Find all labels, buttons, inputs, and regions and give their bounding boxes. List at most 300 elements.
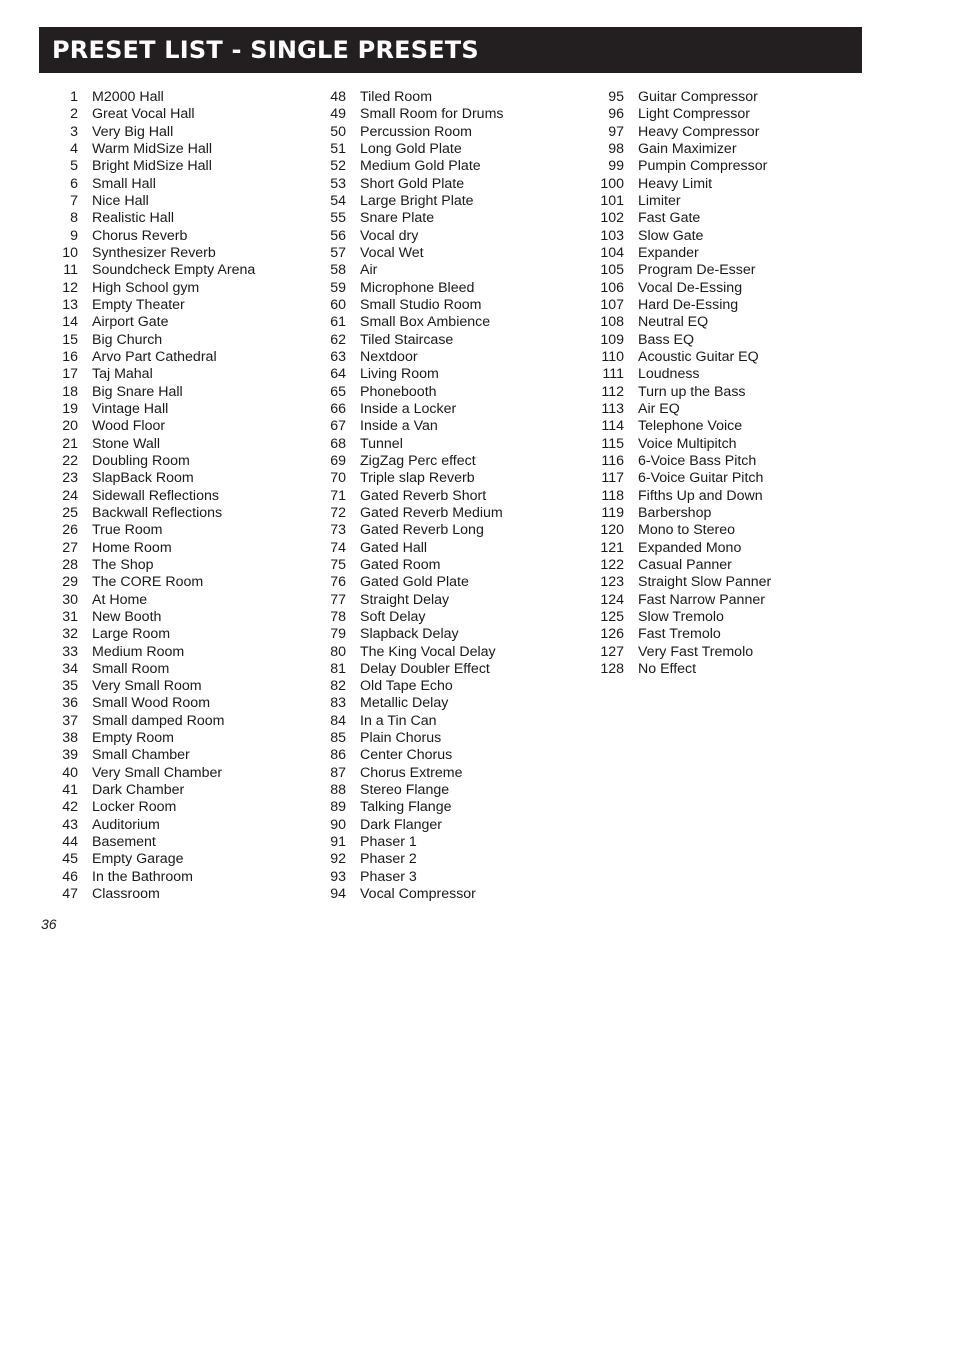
preset-number: 96 [608, 106, 624, 123]
preset-row [308, 262, 503, 279]
preset-row [308, 141, 503, 158]
preset-number: 102 [600, 210, 624, 227]
preset-number: 64 [330, 366, 346, 383]
preset-number: 118 [601, 487, 624, 504]
preset-name: Straight Delay [360, 591, 450, 608]
preset-name: Stereo Flange [360, 782, 450, 799]
preset-name: Big Church [92, 331, 163, 348]
preset-name: High School gym [92, 279, 200, 296]
preset-row [586, 89, 771, 106]
preset-name: Triple slap Reverb [360, 470, 475, 487]
preset-row [308, 713, 503, 730]
preset-number: 23 [62, 470, 78, 487]
preset-number: 81 [330, 660, 346, 677]
preset-name: Phaser 3 [360, 868, 417, 885]
preset-name: Fast Gate [638, 210, 701, 227]
preset-name: Big Snare Hall [92, 383, 183, 400]
preset-number: 116 [601, 452, 624, 469]
preset-name: Wood Floor [92, 418, 166, 435]
preset-number: 54 [330, 192, 346, 209]
preset-row [308, 540, 503, 557]
preset-name: In a Tin Can [360, 712, 437, 729]
preset-row [586, 661, 771, 678]
preset-name: Percussion Room [360, 123, 472, 140]
preset-name: Metallic Delay [360, 695, 449, 712]
preset-number: 33 [62, 643, 78, 660]
preset-name: Expander [638, 244, 699, 261]
preset-name: Long Gold Plate [360, 140, 462, 157]
preset-row [40, 540, 255, 557]
preset-row [308, 384, 503, 401]
preset-number: 18 [62, 383, 78, 400]
preset-row [40, 228, 255, 245]
preset-number: 30 [62, 591, 78, 608]
preset-row [40, 488, 255, 505]
preset-number: 99 [608, 158, 624, 175]
preset-row [40, 747, 255, 764]
preset-number: 76 [330, 574, 346, 591]
preset-row [308, 505, 503, 522]
preset-number: 44 [62, 834, 78, 851]
preset-name: Taj Mahal [92, 366, 153, 383]
preset-row [308, 886, 503, 903]
preset-number: 34 [62, 660, 78, 677]
preset-number: 117 [601, 470, 624, 487]
preset-name: Stone Wall [92, 435, 161, 452]
preset-name: Acoustic Guitar EQ [638, 348, 759, 365]
preset-number: 77 [330, 591, 346, 608]
preset-name: Basement [92, 834, 156, 851]
preset-number: 100 [600, 175, 624, 192]
preset-name: Talking Flange [360, 799, 452, 816]
preset-number: 17 [62, 366, 78, 383]
preset-row [308, 626, 503, 643]
preset-row [308, 522, 503, 539]
preset-row [308, 609, 503, 626]
preset-name: The CORE Room [92, 574, 204, 591]
preset-row [308, 834, 503, 851]
preset-number: 73 [330, 522, 346, 539]
preset-number: 4 [70, 140, 78, 157]
preset-name: New Booth [92, 608, 162, 625]
preset-row [40, 401, 255, 418]
preset-name: Vocal Wet [360, 244, 424, 261]
preset-number: 14 [62, 314, 78, 331]
preset-name: Arvo Part Cathedral [92, 348, 217, 365]
preset-name: At Home [92, 591, 148, 608]
preset-name: Small Hall [92, 175, 156, 192]
preset-row [586, 314, 771, 331]
preset-number: 31 [62, 608, 78, 625]
preset-name: Air [360, 262, 378, 279]
preset-row [40, 158, 255, 175]
preset-number: 25 [62, 504, 78, 521]
preset-row [308, 401, 503, 418]
preset-row [586, 262, 771, 279]
preset-name: Chorus Extreme [360, 764, 463, 781]
preset-name: Great Vocal Hall [92, 106, 195, 123]
preset-name: Telephone Voice [638, 418, 743, 435]
preset-name: Soft Delay [360, 608, 426, 625]
preset-row [40, 470, 255, 487]
preset-number: 89 [330, 799, 346, 816]
preset-row [40, 695, 255, 712]
preset-name: Delay Doubler Effect [360, 660, 490, 677]
preset-number: 72 [330, 504, 346, 521]
preset-name: Straight Slow Panner [638, 574, 772, 591]
preset-name: Bright MidSize Hall [92, 158, 212, 175]
preset-row [586, 193, 771, 210]
preset-name: Old Tape Echo [360, 678, 453, 695]
preset-row [308, 332, 503, 349]
preset-number: 104 [600, 244, 624, 261]
preset-name: Very Big Hall [92, 123, 174, 140]
preset-row [308, 193, 503, 210]
preset-row [308, 851, 503, 868]
preset-name: Dark Flanger [360, 816, 443, 833]
preset-number: 49 [330, 106, 346, 123]
preset-number: 88 [330, 782, 346, 799]
preset-name: Empty Room [92, 730, 174, 747]
preset-row [586, 384, 771, 401]
preset-row [40, 626, 255, 643]
preset-number: 13 [62, 296, 78, 313]
preset-row [40, 644, 255, 661]
preset-row [308, 297, 503, 314]
preset-number: 120 [600, 522, 624, 539]
preset-number: 85 [330, 730, 346, 747]
preset-name: Vocal Compressor [360, 886, 476, 903]
preset-row [40, 799, 255, 816]
preset-row [40, 713, 255, 730]
preset-name: Limiter [638, 192, 681, 209]
preset-row [40, 124, 255, 141]
preset-row [586, 436, 771, 453]
preset-number: 126 [600, 626, 624, 643]
preset-row [586, 210, 771, 227]
preset-number: 128 [600, 660, 624, 677]
preset-row [40, 314, 255, 331]
preset-number: 79 [330, 626, 346, 643]
preset-number: 127 [600, 643, 624, 660]
preset-number: 36 [62, 695, 78, 712]
preset-number: 108 [600, 314, 624, 331]
preset-name: 6-Voice Guitar Pitch [638, 470, 764, 487]
preset-name: True Room [92, 522, 163, 539]
preset-row [586, 280, 771, 297]
preset-row [308, 366, 503, 383]
preset-number: 94 [330, 886, 346, 903]
preset-row [308, 436, 503, 453]
preset-number: 43 [62, 816, 78, 833]
preset-number: 28 [62, 556, 78, 573]
preset-row [308, 106, 503, 123]
preset-name: Inside a Locker [360, 400, 457, 417]
preset-row [586, 349, 771, 366]
preset-row [308, 765, 503, 782]
preset-row [40, 176, 255, 193]
preset-number: 53 [330, 175, 346, 192]
preset-number: 3 [70, 123, 78, 140]
preset-name: Nextdoor [360, 348, 418, 365]
preset-row [308, 592, 503, 609]
preset-row [308, 280, 503, 297]
preset-name: Tiled Staircase [360, 331, 454, 348]
preset-number: 82 [330, 678, 346, 695]
preset-row [40, 678, 255, 695]
preset-row [308, 470, 503, 487]
preset-row [40, 817, 255, 834]
preset-name: Small Room for Drums [360, 106, 504, 123]
preset-name: Small Room [92, 660, 170, 677]
preset-number: 35 [62, 678, 78, 695]
preset-row [308, 799, 503, 816]
preset-row [308, 124, 503, 141]
preset-row [308, 644, 503, 661]
preset-name: Home Room [92, 539, 172, 556]
preset-number: 51 [330, 140, 346, 157]
preset-number: 39 [62, 747, 78, 764]
preset-name: Barbershop [638, 504, 712, 521]
preset-number: 2 [70, 106, 78, 123]
preset-name: Small damped Room [92, 712, 225, 729]
preset-row [308, 314, 503, 331]
preset-name: Vocal De-Essing [638, 279, 743, 296]
preset-number: 111 [602, 366, 624, 383]
preset-number: 40 [62, 764, 78, 781]
preset-name: Classroom [92, 886, 160, 903]
preset-name: Phonebooth [360, 383, 437, 400]
preset-number: 124 [600, 591, 624, 608]
preset-number: 32 [62, 626, 78, 643]
preset-name: Chorus Reverb [92, 227, 188, 244]
preset-number: 105 [600, 262, 624, 279]
preset-name: Small Wood Room [92, 695, 211, 712]
preset-number: 84 [330, 712, 346, 729]
preset-number: 5 [70, 158, 78, 175]
preset-number: 61 [330, 314, 346, 331]
preset-name: Gain Maximizer [638, 140, 737, 157]
preset-number: 8 [70, 210, 78, 227]
preset-row [40, 349, 255, 366]
preset-name: Small Chamber [92, 747, 190, 764]
preset-row [586, 332, 771, 349]
preset-name: Mono to Stereo [638, 522, 736, 539]
preset-number: 22 [62, 452, 78, 469]
preset-name: Gated Hall [360, 539, 428, 556]
preset-row [586, 176, 771, 193]
preset-name: Sidewall Reflections [92, 487, 219, 504]
preset-row [40, 765, 255, 782]
preset-number: 46 [62, 868, 78, 885]
preset-name: Short Gold Plate [360, 175, 465, 192]
preset-number: 27 [62, 539, 78, 556]
preset-row [40, 332, 255, 349]
preset-row [40, 834, 255, 851]
preset-number: 38 [62, 730, 78, 747]
preset-name: Snare Plate [360, 210, 435, 227]
preset-row [40, 141, 255, 158]
preset-number: 63 [330, 348, 346, 365]
preset-number: 115 [601, 435, 624, 452]
preset-row [40, 262, 255, 279]
preset-number: 42 [62, 799, 78, 816]
preset-number: 69 [330, 452, 346, 469]
preset-row [40, 280, 255, 297]
preset-row [308, 782, 503, 799]
preset-name: Gated Reverb Short [360, 487, 487, 504]
preset-row [40, 609, 255, 626]
preset-name: Fifths Up and Down [638, 487, 763, 504]
preset-number: 107 [600, 296, 624, 313]
preset-name: Gated Reverb Long [360, 522, 484, 539]
preset-name: Expanded Mono [638, 539, 742, 556]
preset-name: Fast Tremolo [638, 626, 721, 643]
preset-name: Loudness [638, 366, 700, 383]
preset-number: 26 [62, 522, 78, 539]
preset-name: Air EQ [638, 400, 680, 417]
preset-row [308, 349, 503, 366]
preset-name: Pumpin Compressor [638, 158, 768, 175]
preset-name: Voice Multipitch [638, 435, 737, 452]
preset-row [40, 418, 255, 435]
preset-name: Gated Gold Plate [360, 574, 469, 591]
preset-row [586, 106, 771, 123]
preset-number: 97 [608, 123, 624, 140]
preset-number: 123 [600, 574, 624, 591]
preset-row [40, 106, 255, 123]
preset-row [308, 817, 503, 834]
preset-name: ZigZag Perc effect [360, 452, 476, 469]
preset-number: 90 [330, 816, 346, 833]
preset-row [40, 851, 255, 868]
preset-row [586, 609, 771, 626]
preset-name: Inside a Van [360, 418, 438, 435]
preset-name: The King Vocal Delay [360, 643, 496, 660]
preset-number: 7 [70, 192, 78, 209]
preset-row [586, 401, 771, 418]
preset-row [308, 228, 503, 245]
preset-name: Phaser 1 [360, 834, 417, 851]
preset-row [308, 730, 503, 747]
preset-number: 67 [330, 418, 346, 435]
preset-row [586, 522, 771, 539]
preset-row [308, 89, 503, 106]
preset-row [40, 522, 255, 539]
preset-name: Very Small Room [92, 678, 202, 695]
preset-row [308, 245, 503, 262]
preset-row [40, 661, 255, 678]
preset-name: Empty Garage [92, 851, 184, 868]
preset-number: 55 [330, 210, 346, 227]
preset-name: Casual Panner [638, 556, 732, 573]
preset-row [40, 592, 255, 609]
preset-number: 103 [600, 227, 624, 244]
preset-number: 21 [62, 435, 78, 452]
preset-name: Nice Hall [92, 192, 149, 209]
preset-number: 86 [330, 747, 346, 764]
preset-row [308, 557, 503, 574]
preset-name: Tunnel [360, 435, 403, 452]
preset-row [586, 644, 771, 661]
preset-name: In the Bathroom [92, 868, 193, 885]
preset-name: 6-Voice Bass Pitch [638, 452, 757, 469]
preset-name: Medium Gold Plate [360, 158, 481, 175]
preset-row [586, 228, 771, 245]
preset-number: 59 [330, 279, 346, 296]
preset-number: 80 [330, 643, 346, 660]
preset-number: 114 [601, 418, 624, 435]
preset-row [40, 384, 255, 401]
preset-row [586, 141, 771, 158]
preset-name: Synthesizer Reverb [92, 244, 216, 261]
preset-name: Realistic Hall [92, 210, 174, 227]
preset-row [586, 297, 771, 314]
preset-name: M2000 Hall [92, 89, 164, 105]
preset-number: 109 [600, 331, 624, 348]
preset-name: Backwall Reflections [92, 504, 223, 521]
preset-row [586, 557, 771, 574]
preset-row [40, 557, 255, 574]
preset-name: Fast Narrow Panner [638, 591, 765, 608]
preset-number: 68 [330, 435, 346, 452]
preset-name: No Effect [638, 660, 697, 677]
preset-row [40, 193, 255, 210]
preset-name: Vintage Hall [92, 400, 169, 417]
preset-name: Tiled Room [360, 89, 433, 105]
preset-name: Plain Chorus [360, 730, 442, 747]
preset-column-3 [586, 89, 771, 678]
preset-row [586, 124, 771, 141]
preset-row [308, 695, 503, 712]
preset-number: 15 [62, 331, 78, 348]
preset-number: 19 [62, 400, 78, 417]
preset-number: 70 [330, 470, 346, 487]
preset-row [586, 453, 771, 470]
preset-row [40, 297, 255, 314]
preset-number: 125 [600, 608, 624, 625]
preset-row [308, 453, 503, 470]
preset-row [308, 678, 503, 695]
page-title: PRESET LIST - SINGLE PRESETS [52, 36, 479, 64]
preset-name: Locker Room [92, 799, 177, 816]
preset-number: 1 [70, 89, 78, 105]
preset-number: 95 [608, 89, 624, 105]
preset-row [308, 747, 503, 764]
preset-row [586, 540, 771, 557]
preset-name: Slapback Delay [360, 626, 459, 643]
preset-name: Light Compressor [638, 106, 750, 123]
preset-row [586, 470, 771, 487]
preset-name: Warm MidSize Hall [92, 140, 213, 157]
page-number: 36 [41, 916, 57, 932]
preset-number: 122 [600, 556, 624, 573]
preset-number: 11 [63, 262, 78, 279]
preset-number: 83 [330, 695, 346, 712]
preset-row [586, 418, 771, 435]
preset-name: Large Room [92, 626, 171, 643]
preset-name: Slow Tremolo [638, 608, 724, 625]
preset-number: 16 [62, 348, 78, 365]
preset-number: 121 [600, 539, 624, 556]
preset-row [586, 574, 771, 591]
preset-row [40, 245, 255, 262]
preset-row [586, 158, 771, 175]
preset-name: Gated Room [360, 556, 441, 573]
preset-number: 71 [330, 487, 346, 504]
preset-name: Medium Room [92, 643, 185, 660]
preset-row [586, 626, 771, 643]
